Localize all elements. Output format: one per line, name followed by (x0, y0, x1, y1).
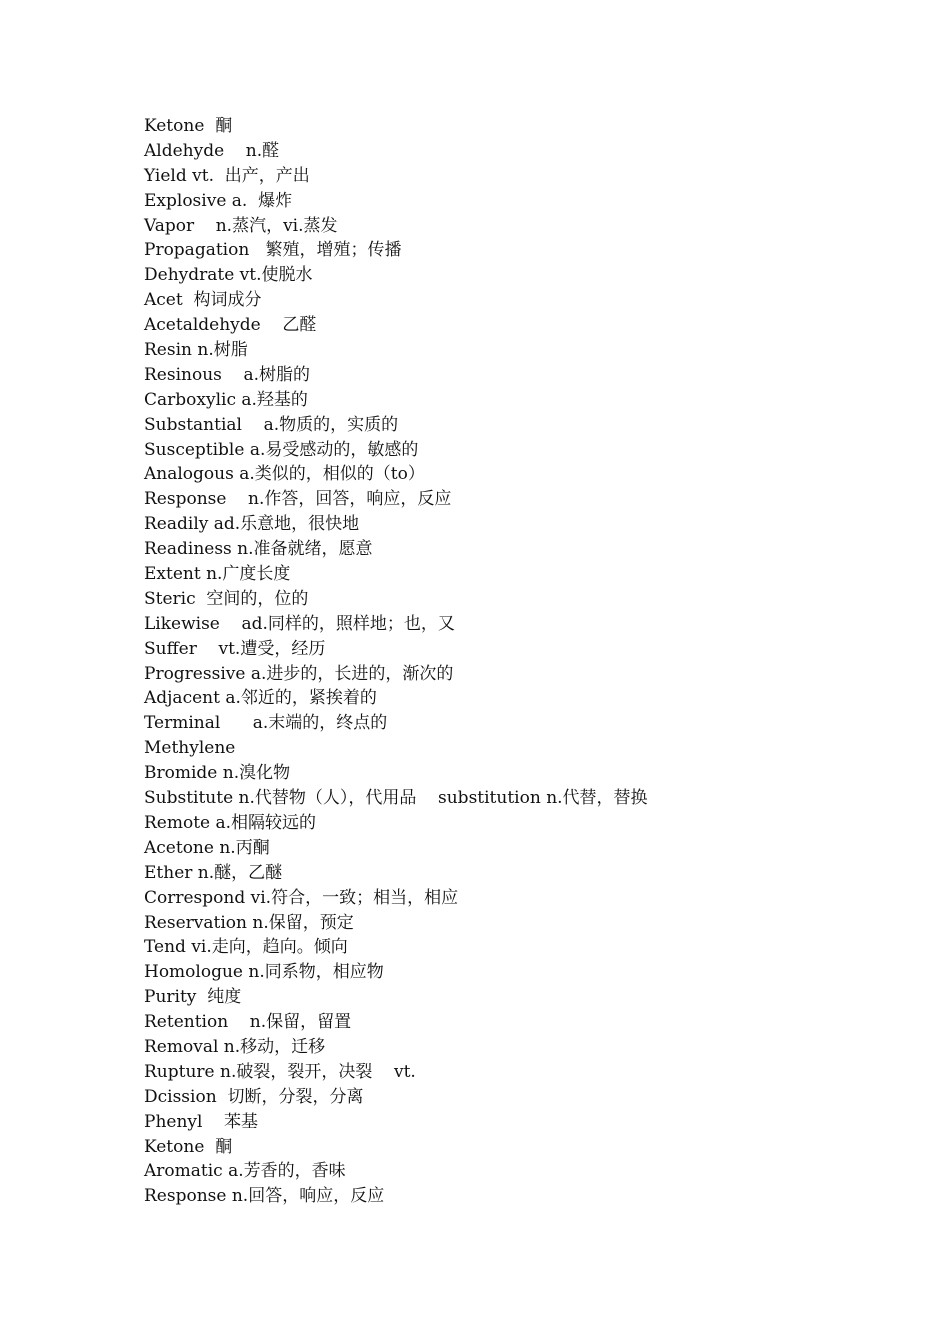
vocab-entry: Suffer vt.遭受，经历 (144, 638, 326, 659)
vocab-entry: Explosive a. 爆炸 (144, 190, 293, 211)
vocab-entry: Correspond vi.符合，一致；相当，相应 (144, 887, 459, 908)
vocab-entry: Homologue n.同系物，相应物 (144, 962, 384, 983)
vocab-entry: Resin n.树脂 (144, 340, 248, 361)
vocab-entry: Adjacent a.邻近的，紧挨着的 (144, 688, 377, 709)
vocab-entry: Likewise ad.同样的，照样地；也，又 (144, 613, 455, 634)
vocab-entry: Acetaldehyde 乙醛 (144, 315, 317, 336)
vocab-entry: Aromatic a.芳香的，香味 (144, 1161, 346, 1182)
vocab-entry: Substitute n.代替物（人），代用品 substitution n.代替，替换 (144, 788, 648, 809)
vocab-entry: Ketone 酮 (144, 1136, 233, 1157)
vocab-entry: Response n.作答，回答，响应，反应 (144, 489, 452, 510)
vocab-entry: Reservation n.保留，预定 (144, 912, 354, 933)
vocab-entry: Progressive a.进步的，长进的，渐次的 (144, 663, 454, 684)
vocab-entry: Ether n.醚，乙醚 (144, 862, 283, 883)
vocab-entry: Bromide n.溴化物 (144, 763, 291, 784)
vocab-entry: Steric 空间的，位的 (144, 588, 309, 609)
vocab-entry: Removal n.移动，迁移 (144, 1036, 326, 1057)
vocab-entry: Aldehyde n.醛 (144, 140, 280, 161)
vocab-entry: Purity 纯度 (144, 987, 242, 1008)
vocab-entry: Extent n.广度长度 (144, 564, 291, 585)
vocab-entry: Tend vi.走向，趋向。倾向 (144, 937, 348, 958)
vocab-entry: Dcission 切断，分裂，分离 (144, 1086, 364, 1107)
vocab-entry: Propagation 繁殖，增殖；传播 (144, 240, 402, 261)
vocab-entry: Response n.回答，响应，反应 (144, 1186, 385, 1207)
vocab-entry: Readiness n.准备就绪，愿意 (144, 539, 373, 560)
vocab-entry: Phenyl 苯基 (144, 1111, 259, 1132)
vocab-entry: Readily ad.乐意地，很快地 (144, 514, 360, 535)
vocab-entry: Substantial a.物质的，实质的 (144, 414, 399, 435)
vocab-entry: Acet 构词成分 (144, 290, 262, 311)
vocab-entry: Terminal a.末端的，终点的 (144, 713, 388, 734)
vocab-entry: Methylene (144, 738, 236, 759)
vocab-entry: Acetone n.丙酮 (144, 837, 270, 858)
vocab-entry: Carboxylic a.羟基的 (144, 389, 308, 410)
vocab-entry: Resinous a.树脂的 (144, 364, 311, 385)
vocab-entry: Vapor n.蒸汽，vi.蒸发 (144, 215, 338, 236)
vocab-entry: Ketone 酮 (144, 116, 233, 136)
vocab-entry: Retention n.保留，留置 (144, 1012, 352, 1033)
vocab-entry: Susceptible a.易受感动的，敏感的 (144, 439, 419, 460)
vocab-entry: Analogous a.类似的，相似的（to） (144, 464, 425, 485)
vocab-entry: Yield vt. 出产，产出 (144, 165, 310, 186)
vocab-entry: Remote a.相隔较远的 (144, 812, 317, 833)
vocabulary-list (144, 114, 648, 1209)
vocab-entry: Dehydrate vt.使脱水 (144, 265, 313, 286)
vocab-entry: Rupture n.破裂，裂开，决裂 vt. (144, 1061, 416, 1082)
